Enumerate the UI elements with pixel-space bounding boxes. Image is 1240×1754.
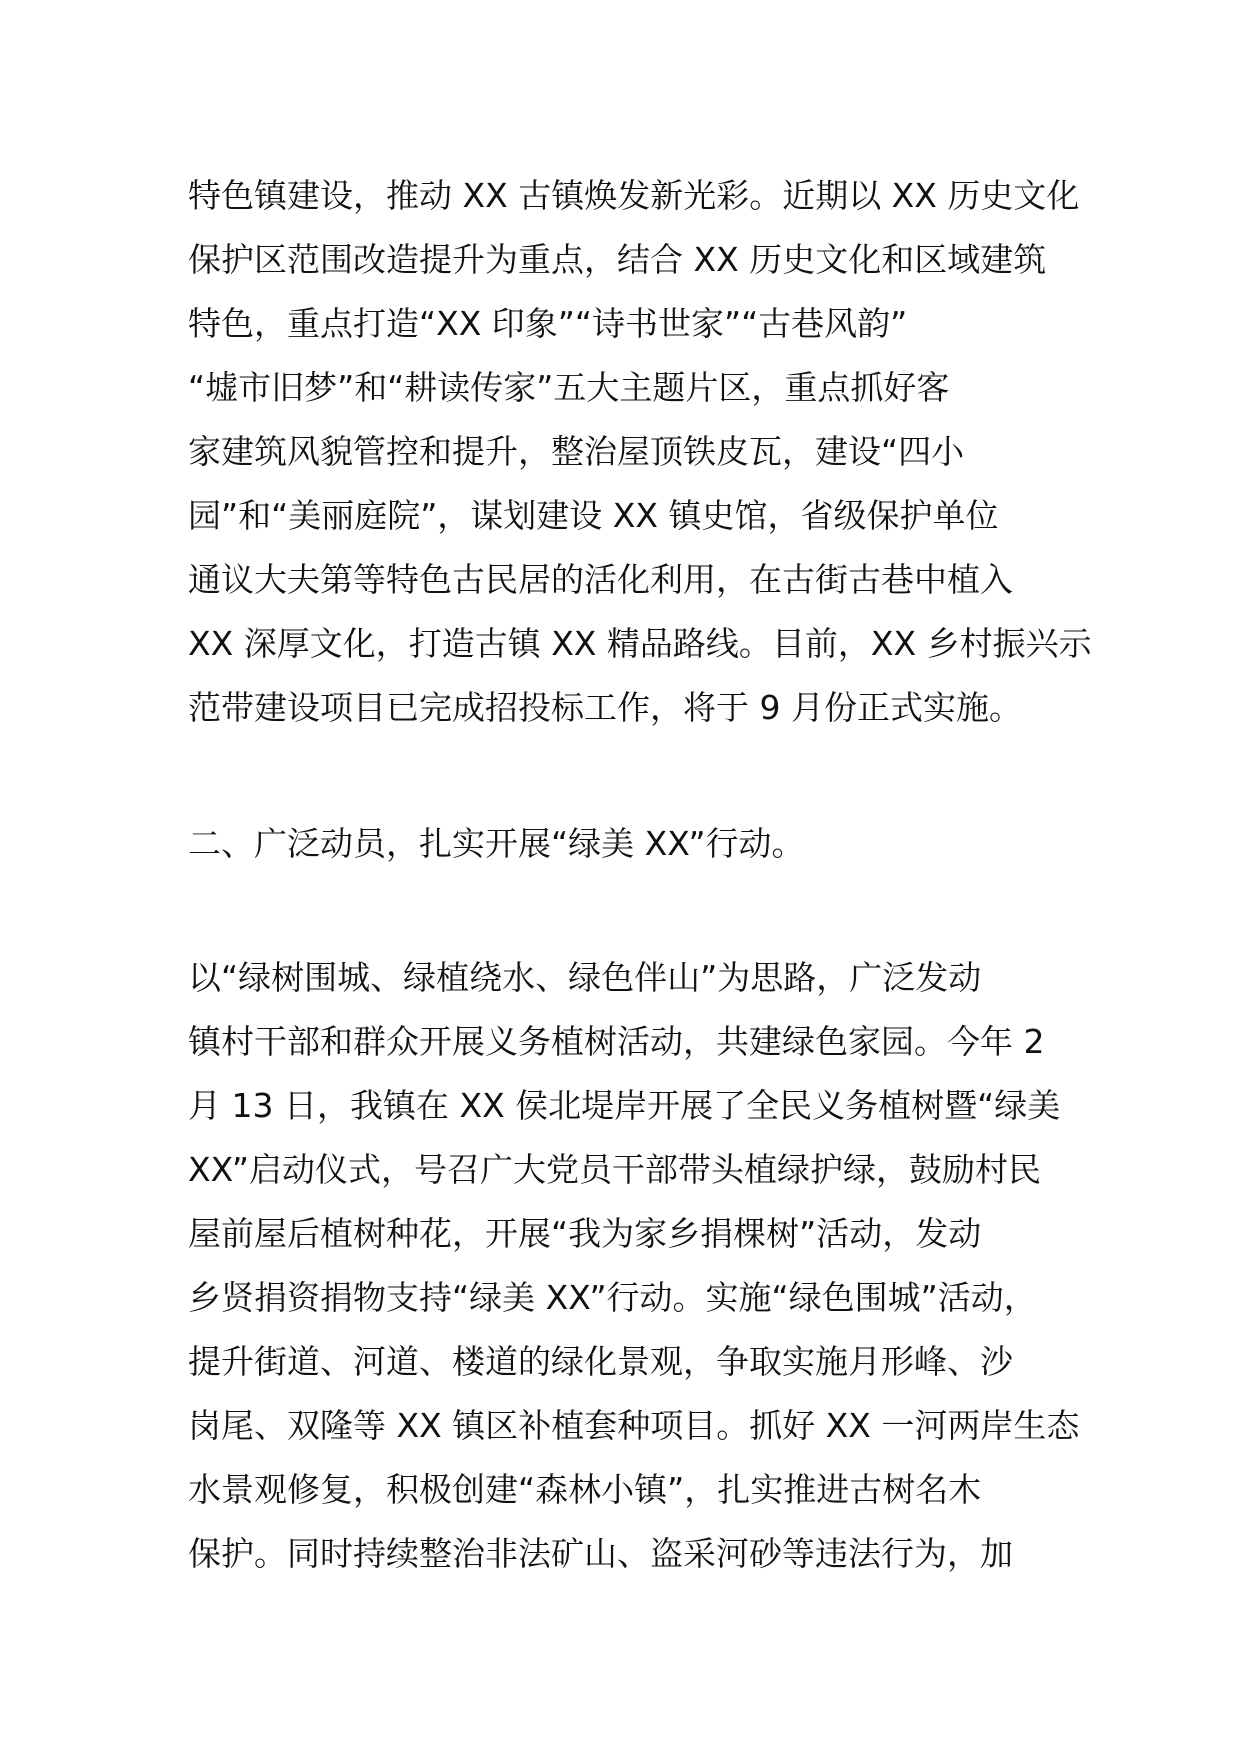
section-heading-text: 二、广泛动员，扎实开展“绿美 XX”行动。 bbox=[188, 824, 805, 863]
paragraph-line: 镇村干部和群众开展义务植树活动，共建绿色家园。今年 2 bbox=[188, 1022, 1045, 1061]
paragraph-line: 家建筑风貌管控和提升，整治屋顶铁皮瓦，建设“四小 bbox=[188, 432, 965, 471]
paragraph-line: 保护。同时持续整治非法矿山、盗采河砂等违法行为，加 bbox=[188, 1534, 1013, 1573]
paragraph-line: 特色镇建设，推动 XX 古镇焕发新光彩。近期以 XX 历史文化 bbox=[188, 176, 1080, 215]
paragraph-line: XX 深厚文化，打造古镇 XX 精品路线。目前，XX 乡村振兴示 bbox=[188, 624, 1092, 663]
paragraph-line: 通议大夫第等特色古民居的活化利用，在古街古巷中植入 bbox=[188, 560, 1013, 599]
paragraph-line: 提升街道、河道、楼道的绿化景观，争取实施月形峰、沙 bbox=[188, 1342, 1013, 1381]
paragraph-line: 园”和“美丽庭院”，谋划建设 XX 镇史馆，省级保护单位 bbox=[188, 496, 999, 535]
paragraph-line: 乡贤捐资捐物支持“绿美 XX”行动。实施“绿色围城”活动， bbox=[188, 1278, 1037, 1317]
paragraph-line: 岗尾、双隆等 XX 镇区补植套种项目。抓好 XX 一河两岸生态 bbox=[188, 1406, 1080, 1445]
paragraph-line: XX”启动仪式，号召广大党员干部带头植绿护绿，鼓励村民 bbox=[188, 1150, 1041, 1189]
paragraph-line: 以“绿树围城、绿植绕水、绿色伴山”为思路，广泛发动 bbox=[188, 958, 982, 997]
paragraph-line: 范带建设项目已完成招投标工作，将于 9 月份正式实施。 bbox=[188, 688, 1022, 727]
paragraph-line: 水景观修复，积极创建“森林小镇”，扎实推进古树名木 bbox=[188, 1470, 982, 1509]
paragraph-line: 月 13 日，我镇在 XX 侯北堤岸开展了全民义务植树暨“绿美 bbox=[188, 1086, 1061, 1125]
paragraph-line: 保护区范围改造提升为重点，结合 XX 历史文化和区域建筑 bbox=[188, 240, 1047, 279]
body-paragraph-1 bbox=[188, 164, 1092, 740]
paragraph-line: “墟市旧梦”和“耕读传家”五大主题片区，重点抓好客 bbox=[188, 368, 950, 407]
section-heading-2 bbox=[188, 812, 1088, 876]
body-paragraph-2 bbox=[188, 946, 1088, 1586]
paragraph-line: 屋前屋后植树种花，开展“我为家乡捐棵树”活动，发动 bbox=[188, 1214, 982, 1253]
paragraph-line: 特色，重点打造“XX 印象”“诗书世家”“古巷风韵” bbox=[188, 304, 908, 343]
